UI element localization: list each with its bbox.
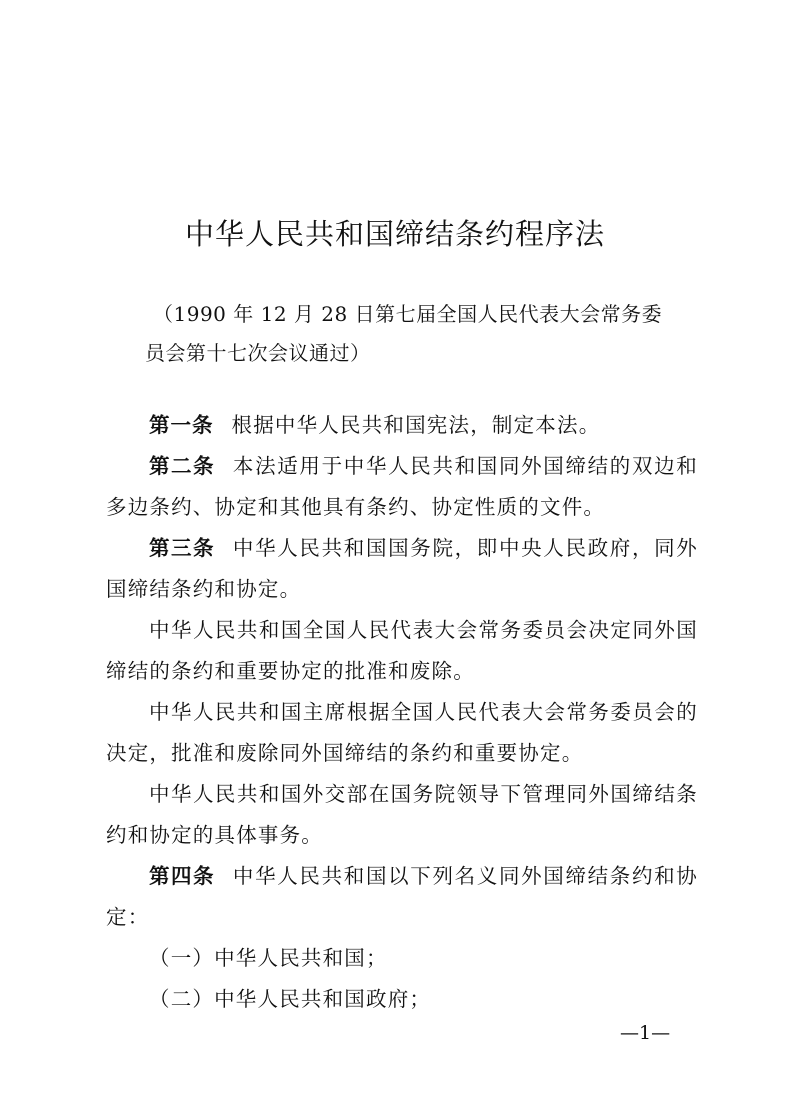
article-text: 中华人民共和国以下列名义同外国缔结条约和协定： xyxy=(106,864,699,929)
law-body xyxy=(106,405,698,1020)
article-number: 第三条 xyxy=(149,536,215,560)
article-3-paragraph-2: 中华人民共和国全国人民代表大会常务委员会决定同外国缔结的条约和重要协定的批准和废除。 xyxy=(106,618,698,683)
page-title: 中华人民共和国缔结条约程序法 xyxy=(184,217,605,251)
article-4-item-2: （二）中华人民共和国政府； xyxy=(149,987,432,1011)
article-4-item-1: （一）中华人民共和国； xyxy=(149,946,388,970)
article-1 xyxy=(106,405,698,446)
article-3 xyxy=(106,528,698,610)
article-number: 第二条 xyxy=(149,454,215,478)
article-text: 本法适用于中华人民共和国同外国缔结的双边和多边条约、协定和其他具有条约、协定性质的文件。 xyxy=(106,454,699,519)
article-text: 中华人民共和国国务院，即中央人民政府，同外国缔结条约和协定。 xyxy=(106,536,699,601)
article-2 xyxy=(106,446,698,528)
adoption-note-line-1: （1990 年 12 月 28 日第七届全国人民代表大会常务委 xyxy=(153,302,663,326)
page-number: —1— xyxy=(620,1022,671,1044)
article-number: 第一条 xyxy=(149,413,214,437)
article-number: 第四条 xyxy=(149,864,215,888)
article-3-paragraph-3: 中华人民共和国主席根据全国人民代表大会常务委员会的决定，批准和废除同外国缔结的条约和重要协定。 xyxy=(106,700,698,765)
article-4 xyxy=(106,856,698,938)
adoption-note-line-2: 员会第十七次会议通过） xyxy=(145,341,371,365)
article-3-paragraph-4: 中华人民共和国外交部在国务院领导下管理同外国缔结条约和协定的具体事务。 xyxy=(106,782,698,847)
article-text: 根据中华人民共和国宪法，制定本法。 xyxy=(231,413,601,437)
